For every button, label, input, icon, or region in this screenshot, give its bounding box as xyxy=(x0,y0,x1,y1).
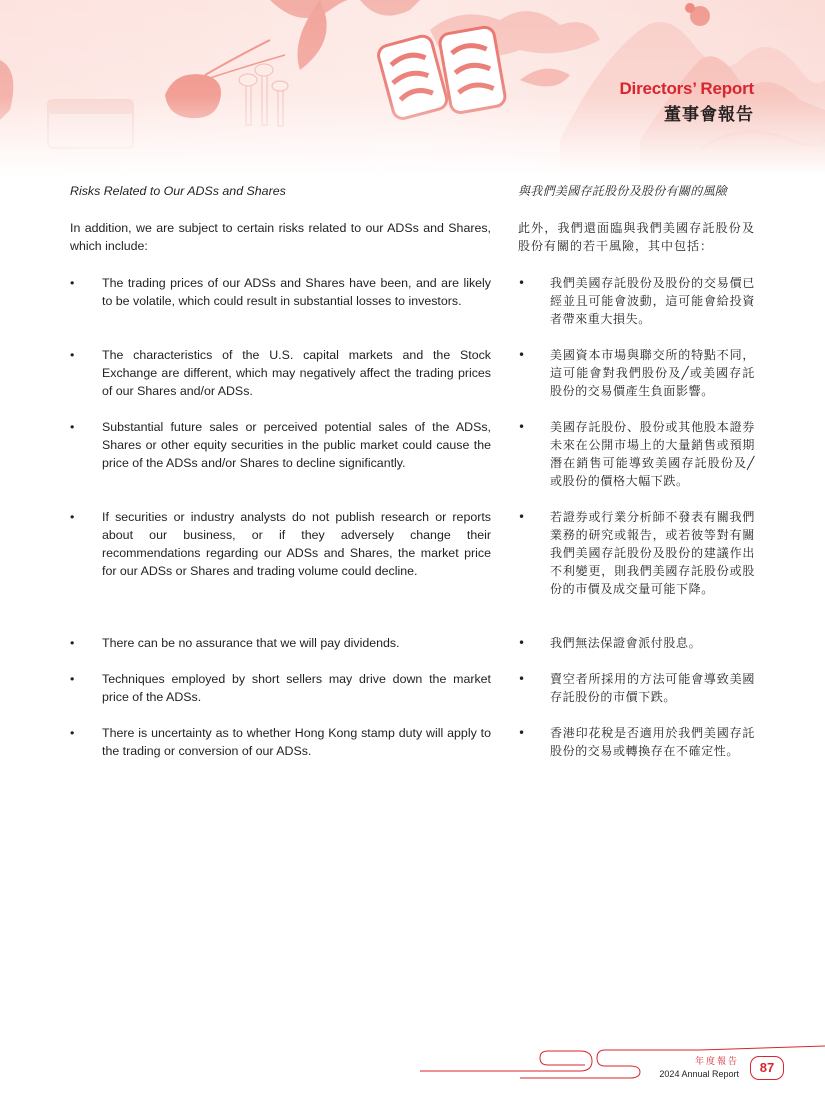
page-title-zh: 董事會報告 xyxy=(664,105,754,125)
bullet-marker: • xyxy=(518,348,526,362)
bullet-item xyxy=(70,274,491,310)
bullet-marker: • xyxy=(518,726,526,740)
intro-paragraph-zh: 此外，我們還面臨與我們美國存託股份及股份有關的若干風險，其中包括： xyxy=(518,221,755,253)
bullet-marker: • xyxy=(518,420,526,434)
bullet-marker: • xyxy=(70,420,75,434)
bullet-text: 香港印花稅是否適用於我們美國存託股份的交易或轉換存在不確定性。 xyxy=(550,726,755,758)
bullet-marker: • xyxy=(70,348,75,362)
bullet-item xyxy=(518,670,755,706)
bullet-marker: • xyxy=(518,276,526,290)
bullet-item xyxy=(518,634,755,652)
bullet-text: 賣空者所採用的方法可能會導致美國存託股份的市價下跌。 xyxy=(550,672,755,704)
header-titles xyxy=(619,78,754,127)
bullet-text: 我們無法保證會派付股息。 xyxy=(550,636,702,650)
intro-paragraph-en: In addition, we are subject to certain risks related to our ADSs and Shares, which include: xyxy=(70,221,491,253)
bullet-marker: • xyxy=(70,672,75,686)
bullet-text: 美國存託股份、股份或其他股本證券未來在公開市場上的大量銷售或預期潛在銷售可能導致美國存託股份及╱或股份的價格大幅下跌。 xyxy=(550,420,755,488)
section-title-en: Risks Related to Our ADSs and Shares xyxy=(70,184,286,198)
bullet-text: 美國資本市場與聯交所的特點不同，這可能會對我們股份及╱或美國存託股份的交易價產生負面影響。 xyxy=(550,348,755,398)
footer-report-zh: 年度報告 xyxy=(694,1057,739,1067)
bullet-text: The characteristics of the U.S. capital markets and the Stock Exchange are different, which may negatively affect the trading prices of our Shares and/or ADSs. xyxy=(102,348,491,398)
bullet-item xyxy=(518,508,755,598)
page-title-en: Directors’ Report xyxy=(619,79,754,98)
bullet-marker: • xyxy=(70,276,75,290)
section-title-zh: 與我們美國存託股份及股份有關的風險 xyxy=(518,184,728,198)
bullet-item xyxy=(518,418,755,490)
bullet-text: 若證券或行業分析師不發表有關我們業務的研究或報告，或若彼等對有關我們美國存託股份及股份的建議作出不利變更，則我們美國存託股份或股份的市價及成交量可能下降。 xyxy=(550,510,755,596)
page-number-badge: 87 xyxy=(750,1056,784,1080)
footer-report-en: 2024 Annual Report xyxy=(659,1069,739,1079)
bullet-text: There can be no assurance that we will pay dividends. xyxy=(102,636,400,650)
bullet-item xyxy=(70,508,491,580)
page-footer xyxy=(0,1040,825,1090)
bullet-marker: • xyxy=(70,636,75,650)
bullet-item xyxy=(518,346,755,400)
bullet-text: There is uncertainty as to whether Hong Kong stamp duty will apply to the trading or conversion of our ADSs. xyxy=(102,726,491,758)
bullet-item xyxy=(70,346,491,400)
bullet-marker: • xyxy=(518,672,526,686)
bullet-text: Techniques employed by short sellers may drive down the market price of the ADSs. xyxy=(102,672,491,704)
footer-labels xyxy=(659,1057,739,1080)
bullet-text: 我們美國存託股份及股份的交易價已經並且可能會波動，這可能會給投資者帶來重大損失。 xyxy=(550,276,755,326)
bullet-item xyxy=(70,724,491,760)
bullet-item xyxy=(518,274,755,328)
bullet-marker: • xyxy=(518,510,526,524)
bullet-marker: • xyxy=(518,636,526,650)
bullet-item xyxy=(70,634,491,652)
bullet-marker: • xyxy=(70,510,75,524)
bullet-item xyxy=(518,724,755,760)
bullet-text: The trading prices of our ADSs and Shares have been, and are likely to be volatile, which could result in substantial losses to investors. xyxy=(102,276,491,308)
bullet-text: Substantial future sales or perceived potential sales of the ADSs, Shares or other equity securities in the public market could cause the price of the ADSs and/or Shares to decline significantly. xyxy=(102,420,491,470)
bullet-item xyxy=(70,670,491,706)
bullet-item xyxy=(70,418,491,472)
bullet-marker: • xyxy=(70,726,75,740)
bullet-text: If securities or industry analysts do not publish research or reports about our business, or if they adversely change their recommendations regarding our ADSs and Shares, the market price for our ADSs or Shares and trading volume could decline. xyxy=(102,510,491,578)
